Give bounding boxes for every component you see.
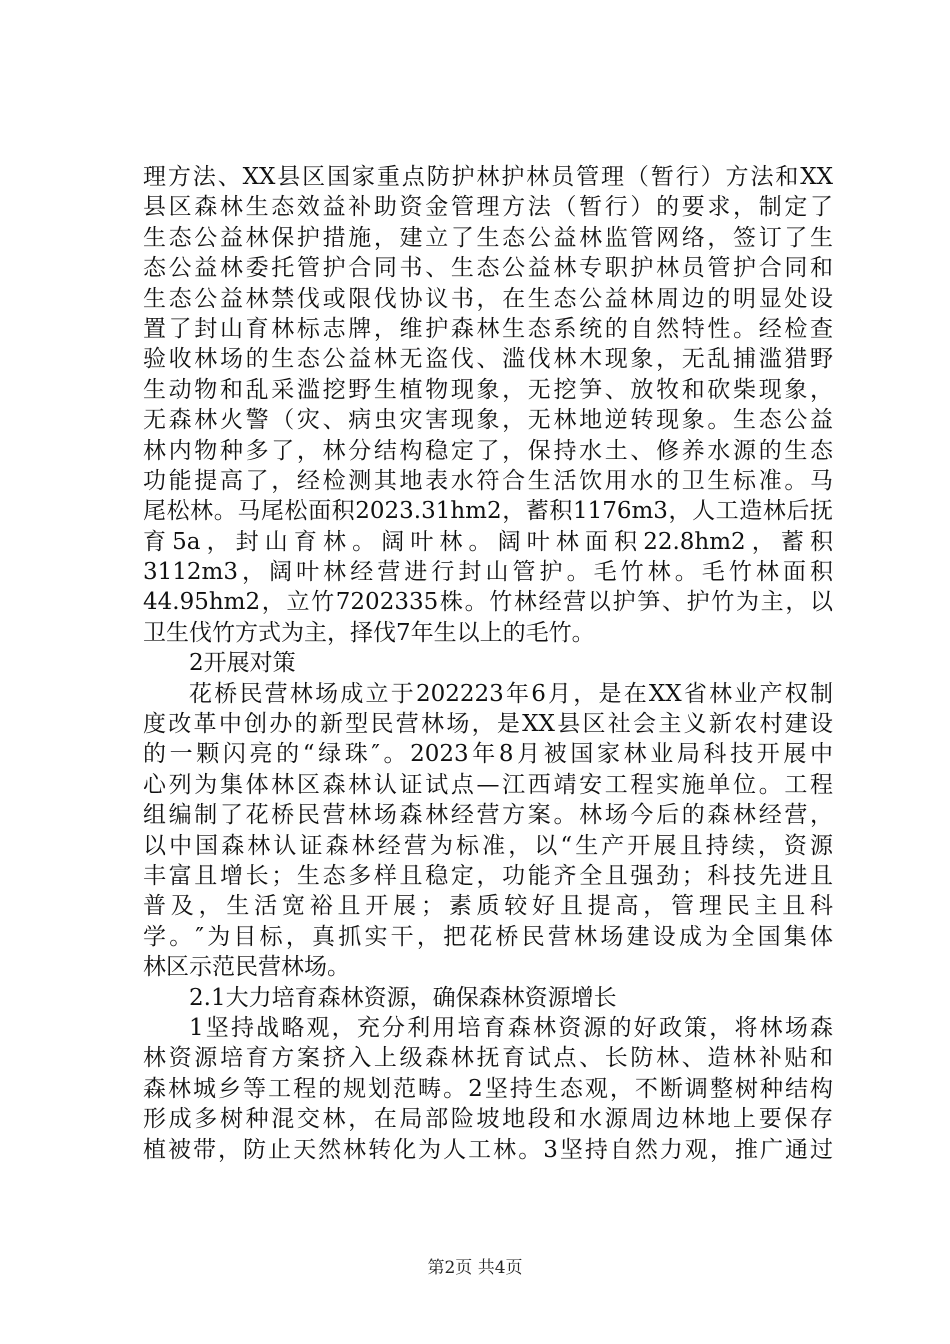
text-line: 尾松林。马尾松面积2023.31hm2，蓄积1176m3，人工造林后抚 <box>143 498 833 525</box>
text-line: 生态公益林保护措施，建立了生态公益林监管网络，签订了生 <box>143 224 833 251</box>
text-line: 功能提高了，经检测其地表水符合生活饮用水的卫生标准。马 <box>143 467 833 494</box>
text-line: 县区森林生态效益补助资金管理方法（暂行）的要求，制定了 <box>143 194 833 221</box>
text-line: 生态公益林禁伐或限伐协议书，在生态公益林周边的明显处设 <box>143 285 833 312</box>
text-line: 生动物和乱采滥挖野生植物现象，无挖笋、放牧和砍柴现象， <box>143 376 833 403</box>
text-line: 林资源培育方案挤入上级森林抚育试点、长防林、造林补贴和 <box>143 1045 833 1072</box>
text-line: 心列为集体林区森林认证试点—江西靖安工程实施单位。工程 <box>143 771 833 798</box>
text-line: 度改革中创办的新型民营林场，是XX县区社会主义新农村建设 <box>143 711 833 738</box>
text-line: 组编制了花桥民营林场森林经营方案。林场今后的森林经营， <box>143 802 833 829</box>
text-line: 花桥民营林场成立于202223年6月，是在XX省林业产权制 <box>189 680 833 707</box>
text-line: 丰富且增长；生态多样且稳定，功能齐全且强劲；科技先进且 <box>143 862 833 889</box>
text-line: 植被带，防止天然林转化为人工林。3坚持自然力观，推广通过 <box>143 1136 833 1163</box>
text-line: 形成多树种混交林，在局部险坡地段和水源周边林地上要保存 <box>143 1106 833 1133</box>
text-line: 2开展对策 <box>189 650 296 677</box>
text-line: 2.1大力培育森林资源，确保森林资源增长 <box>189 984 617 1011</box>
text-line: 置了封山育林标志牌，维护森林生态系统的自然特性。经检查 <box>143 315 833 342</box>
text-line: 卫生伐竹方式为主，择伐7年生以上的毛竹。 <box>143 619 595 646</box>
text-line: 的一颗闪亮的“绿珠″。2023年8月被国家林业局科技开展中 <box>143 741 833 768</box>
text-line: 无森林火警（灾、病虫灾害现象，无林地逆转现象。生态公益 <box>143 407 833 434</box>
document-body <box>143 162 833 1165</box>
text-line: 态公益林委托管护合同书、生态公益林专职护林员管护合同和 <box>143 255 833 282</box>
text-line: 普及，生活宽裕且开展；素质较好且提高，管理民主且科 <box>143 893 833 920</box>
text-line: 44.95hm2，立竹7202335株。竹林经营以护笋、护竹为主，以 <box>143 589 833 616</box>
page-footer: 第2页 共4页 <box>427 1258 523 1278</box>
text-line: 森林城乡等工程的规划范畴。2坚持生态观，不断调整树种结构 <box>143 1075 833 1102</box>
text-line: 林内物种多了，林分结构稳定了，保持水土、修养水源的生态 <box>143 437 833 464</box>
text-line: 林区示范民营林场。 <box>143 954 350 981</box>
text-line: 学。″为目标，真抓实干，把花桥民营林场建设成为全国集体 <box>143 923 833 950</box>
text-line: 3112m3，阔叶林经营进行封山管护。毛竹林。毛竹林面积 <box>143 559 833 586</box>
text-line: 1坚持战略观，充分利用培育森林资源的好政策，将林场森 <box>189 1014 833 1041</box>
text-line: 理方法、XX县区国家重点防护林护林员管理（暂行）方法和XX <box>143 164 833 190</box>
text-line: 以中国森林认证森林经营为标准，以“生产开展且持续，资源 <box>143 832 833 859</box>
text-line: 育5a，封山育林。阔叶林。阔叶林面积22.8hm2，蓄积 <box>143 528 833 555</box>
text-line: 验收林场的生态公益林无盗伐、滥伐林木现象，无乱捕滥猎野 <box>143 346 833 373</box>
